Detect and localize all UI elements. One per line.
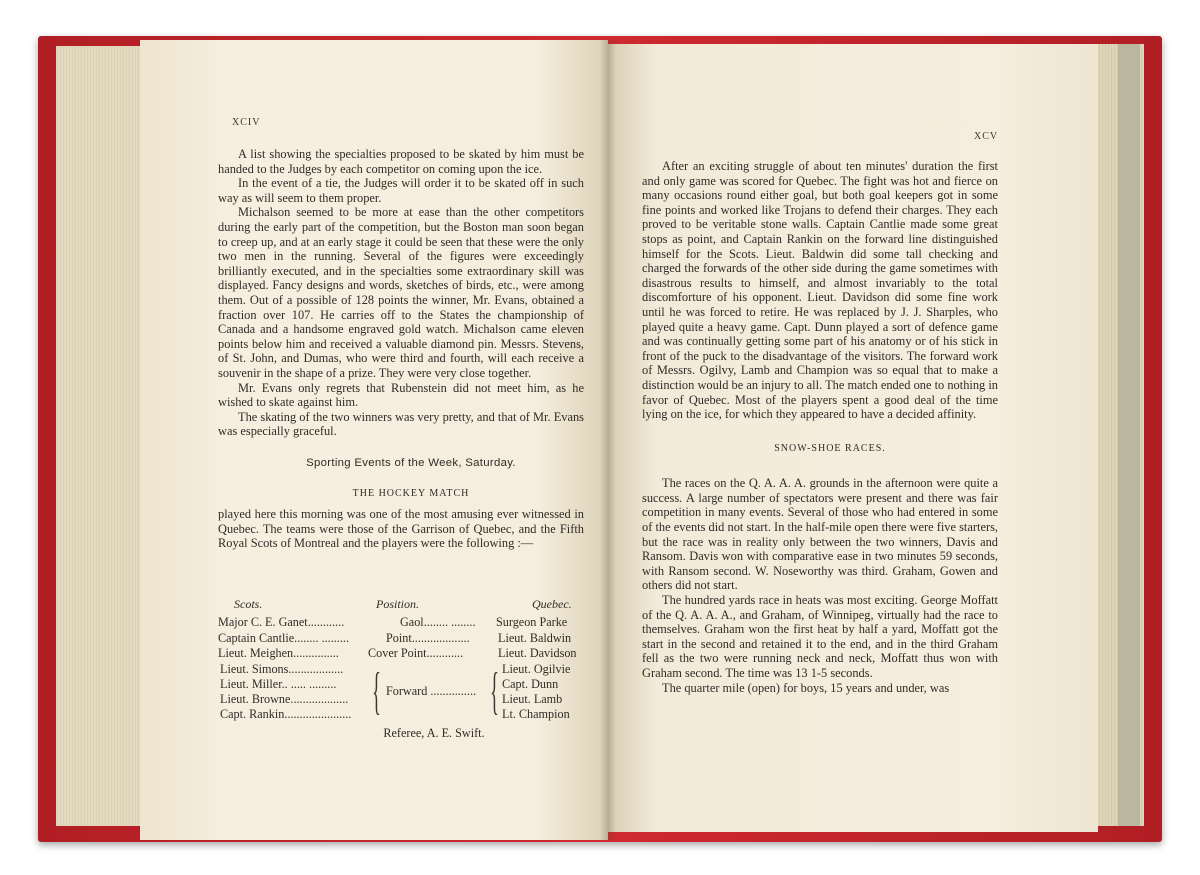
section-title: SNOW-SHOE RACES. (774, 442, 886, 454)
page-edges-right-shadow (1118, 44, 1140, 826)
left-page-text (218, 147, 584, 551)
paragraph: In the event of a tie, the Judges will order it to be skated off in such way as will seem to them proper. (218, 176, 584, 205)
paragraph: The races on the Q. A. A. A. grounds in the afternoon were quite a success. A large number of spectators were present and there was fair competition in many events. Several of those who had entered in some of the events did not start. In the half-mile open there were five starters, but the race was in reality only between the two winners, Davis and Ransom. Davis won with comparative ease in two minutes 59 seconds, with Ransom second. W. Noseworthy was third. Graham, Gowen and others did not start. (642, 476, 998, 593)
book-gutter (600, 40, 616, 840)
roster-header (218, 597, 580, 615)
quebec-player: Lieut. Davidson (498, 646, 577, 660)
scots-forward: Lieut. Browne................... (220, 691, 349, 706)
left-page-number: XCIV (232, 117, 261, 128)
right-brace: { (490, 662, 499, 720)
paragraph: The hundred yards race in heats was most exciting. George Moffatt of the Q. A. A. A., and Graham, of Winnipeg, virtually had the race to themselves. Graham won the first heat by half a yard, Moffatt got the start in the second and retained it to the end, and in the third Graham fell as the two were running neck and neck, Moffatt thus won with Graham second. The time was 13 1-5 seconds. (642, 593, 998, 680)
page-edges-left (56, 46, 146, 826)
scots-forward: Capt. Rankin...................... (220, 706, 352, 721)
scots-player: Major C. E. Ganet............ (218, 615, 345, 629)
scots-player: Captain Cantlie........ ......... (218, 630, 349, 645)
roster-row (218, 631, 580, 647)
right-page-number: XCV (974, 131, 999, 142)
quebec-player: Lieut. Baldwin (498, 630, 572, 645)
forward-position (386, 684, 476, 699)
scots-player: Lieut. Meighen............... (218, 646, 339, 660)
paragraph: After an exciting struggle of about ten minutes' duration the first and only game was scored for Quebec. The fight was hot and fierce on many occasions round either goal, but both goal keepers got in some fine points and worked like Trojans to defend their charges. They each proved to be veritable stone walls. Captain Cantlie made some great stops as point, and Captain Rankin on the forward line distinguished himself for the Scots. Lieut. Baldwin did some tall checking and charged the forwards of the other side during the game sometimes with disastrous results to himself, and almost invariably to the total discomforture of his opponent. Lieut. Davidson did some fine work until he was forced to retire. He was replaced by J. J. Sharples, who played quite a heavy game. Capt. Dunn played a sort of defence game and was continually getting some part of his anatomy or of his stick in front of the puck to the disadvantage of the visitors. The forward work of Messrs. Ogilvy, Lamb and Champion was so equal that to make a distinction would be an injury to all. The match ended one to nothing in favor of Quebec. Most of the players spent a good deal of the time lying on the ice, for which they appeared to have a decided affinity. (642, 159, 998, 422)
quebec-player: Surgeon Parke (496, 615, 568, 629)
section-title: Sporting Events of the Week, Saturday. (306, 456, 516, 469)
left-brace: { (372, 662, 381, 720)
player-position: Gaol........ ........ (400, 615, 476, 629)
paragraph: A list showing the specialties proposed to be skated by him must be handed to the Judges by each competitor on coming upon the ice. (218, 147, 584, 176)
header-scots: Scots. (234, 597, 263, 611)
forward-quebec-list (502, 662, 570, 722)
header-quebec: Quebec. (532, 597, 572, 611)
paragraph: Mr. Evans only regrets that Rubenstein did not meet him, as he wished to skate against him. (218, 380, 584, 410)
paragraph: Michalson seemed to be more at ease than the other competitors during the early part of the competition, but the Boston man soon began to creep up, and at an early stage it could be seen that these were the only two men in the running. Several of the figures were exceedingly brilliantly executed, and in the specialties some extraordinary skill was displayed. Fancy designs and words, sketches of birds, etc., were among them. Out of a possible of 128 points the winner, Mr. Evans, obtained a fraction over 107. He carries off to the States the championship of Canada and a handsome engraved gold watch. Michalson came eleven points below him and received a valuable diamond pin. Messrs. Stevens, of St. John, and Dumas, who were third and fourth, will each receive a souvenir in the shape of a prize. They were very close together. (218, 205, 584, 380)
paragraph: The skating of the two winners was very pretty, and that of Mr. Evans was especially graceful. (218, 409, 584, 439)
position-forward: Forward ............... (386, 683, 477, 698)
subsection-title: THE HOCKEY MATCH (352, 488, 470, 500)
roster-row (218, 615, 580, 631)
referee-line: Referee, A. E. Swift. (383, 725, 485, 740)
quebec-forward: Lieut. Ogilvie (502, 661, 571, 676)
quebec-forward: Lt. Champion (502, 706, 570, 721)
forward-scots-list (220, 662, 351, 722)
paragraph: The quarter mile (open) for boys, 15 years and under, was (662, 680, 950, 695)
forward-group (218, 662, 580, 722)
roster-row (218, 646, 580, 662)
hockey-intro: played here this morning was one of the most amusing ever witnessed in Quebec. The teams were those of the Garrison of Quebec, and the Fifth Royal Scots of Montreal and the players were the following :— (218, 507, 584, 551)
player-position: Cover Point............ (368, 646, 464, 660)
right-page-text (642, 159, 998, 695)
quebec-forward: Lieut. Lamb (502, 691, 563, 706)
quebec-forward: Capt. Dunn (502, 676, 559, 691)
player-position: Point................... (386, 630, 470, 645)
scots-forward: Lieut. Miller.. ..... ......... (220, 676, 337, 691)
header-position: Position. (376, 597, 420, 611)
scots-forward: Lieut. Simons.................. (220, 661, 344, 676)
team-roster (218, 597, 580, 741)
